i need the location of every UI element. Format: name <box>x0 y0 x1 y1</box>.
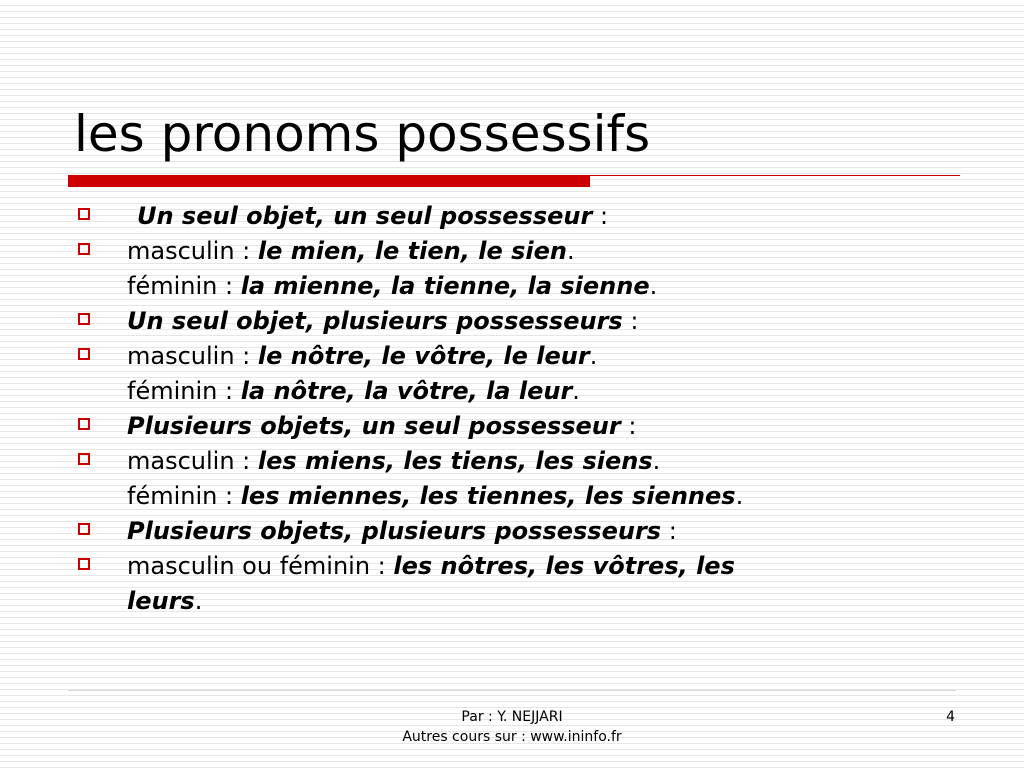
footer-credits <box>300 707 724 747</box>
title-underline-line <box>590 175 960 176</box>
hollow-square-icon <box>78 313 90 325</box>
bullet-heading-1: Un seul objet, un seul possesseur : <box>76 199 926 234</box>
hollow-square-icon <box>78 243 90 255</box>
bullet-forms-1: masculin : le mien, le tien, le sien. féminin : la mienne, la tienne, la sienne. <box>76 234 926 304</box>
bullet-heading-3: Plusieurs objets, un seul possesseur : <box>76 409 926 444</box>
bullet-heading-4: Plusieurs objets, plusieurs possesseurs : <box>76 514 926 549</box>
footer-author: Par : Y. NEJJARI <box>461 709 563 725</box>
slide-title: les pronoms possessifs <box>74 105 651 163</box>
bullet-list <box>76 199 926 619</box>
footer-divider <box>68 690 956 691</box>
bullet-heading-2: Un seul objet, plusieurs possesseurs : <box>76 304 926 339</box>
hollow-square-icon <box>78 208 90 220</box>
hollow-square-icon <box>78 453 90 465</box>
bullet-forms-4: masculin ou féminin : les nôtres, les vôtres, les leurs. <box>76 549 926 619</box>
footer-site: Autres cours sur : www.ininfo.fr <box>402 729 622 745</box>
hollow-square-icon <box>78 348 90 360</box>
bullet-forms-2: masculin : le nôtre, le vôtre, le leur. féminin : la nôtre, la vôtre, la leur. <box>76 339 926 409</box>
hollow-square-icon <box>78 558 90 570</box>
hollow-square-icon <box>78 418 90 430</box>
title-underline-bar <box>68 175 590 187</box>
page-number: 4 <box>946 709 955 725</box>
hollow-square-icon <box>78 523 90 535</box>
bullet-forms-3: masculin : les miens, les tiens, les siens. féminin : les miennes, les tiennes, les siennes. <box>76 444 926 514</box>
